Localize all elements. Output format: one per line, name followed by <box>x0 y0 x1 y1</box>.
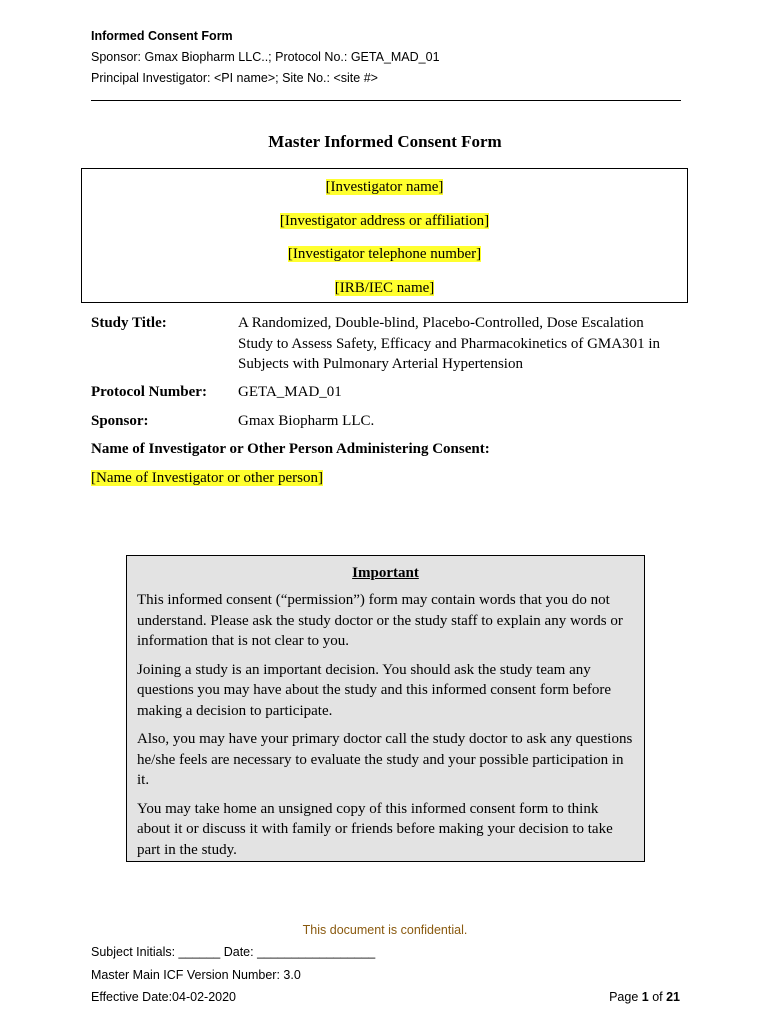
important-heading: Important <box>352 565 419 581</box>
confidential-notice: This document is confidential. <box>302 923 468 937</box>
header-title: Informed Consent Form <box>91 29 233 43</box>
page-number <box>609 990 680 1004</box>
page-prefix: Page <box>609 990 642 1004</box>
study-title-label: Study Title: <box>91 315 167 331</box>
page-of: of <box>648 990 667 1004</box>
page-current: 1 <box>641 990 649 1004</box>
investigator-telephone: [Investigator telephone number] <box>287 246 482 262</box>
important-paragraph: Joining a study is an important decision. You should ask the study team any questions you may have about the study and this informed consent form before making a decision to participate. <box>137 661 612 719</box>
important-paragraph: You may take home an unsigned copy of this informed consent form to think about it or discuss it with family or friends before making your decision to take part in the study. <box>137 800 613 858</box>
irb-name: [IRB/IEC name] <box>334 279 435 296</box>
header-pi-line: Principal Investigator: <PI name>; Site No.: <site #> <box>91 71 378 85</box>
investigator-address: [Investigator address or affiliation] <box>279 212 490 229</box>
sponsor-value: Gmax Biopharm LLC. <box>238 413 375 429</box>
effective-date-line: Effective Date:04-02-2020 <box>91 990 237 1004</box>
header-divider <box>91 100 681 101</box>
page-total: 21 <box>666 990 680 1004</box>
important-notice-box <box>126 555 645 862</box>
consent-administrator-value: [Name of Investigator or other person] <box>91 470 324 486</box>
important-paragraph: Also, you may have your primary doctor call the study doctor to ask any questions he/she feels are necessary to evaluate the study and your possible participation in it. <box>137 731 633 788</box>
important-paragraph: This informed consent (“permission”) form may contain words that you do not understand. Please ask the study doctor or the study staff to explain any words or information that is not clear to you. <box>137 592 623 649</box>
header-sponsor-line: Sponsor: Gmax Biopharm LLC..; Protocol No.: GETA_MAD_01 <box>91 50 440 64</box>
page-header <box>91 26 681 89</box>
document-title: Master Informed Consent Form <box>268 132 502 151</box>
study-title-value: A Randomized, Double-blind, Placebo-Controlled, Dose Escalation Study to Assess Safety, Efficacy and Pharmacokinetics of GMA301 in Subjects with Pulmonary Arterial Hypertension <box>238 315 661 372</box>
sponsor-label: Sponsor: <box>91 413 149 429</box>
protocol-value: GETA_MAD_01 <box>238 384 342 400</box>
protocol-label: Protocol Number: <box>91 384 207 400</box>
investigator-name: [Investigator name] <box>325 179 444 195</box>
subject-initials-line: Subject Initials: ______ Date: _________________ <box>91 945 376 959</box>
version-line: Master Main ICF Version Number: 3.0 <box>91 968 301 982</box>
consent-administrator-label: Name of Investigator or Other Person Administering Consent: <box>91 441 490 457</box>
investigator-box <box>81 168 688 303</box>
